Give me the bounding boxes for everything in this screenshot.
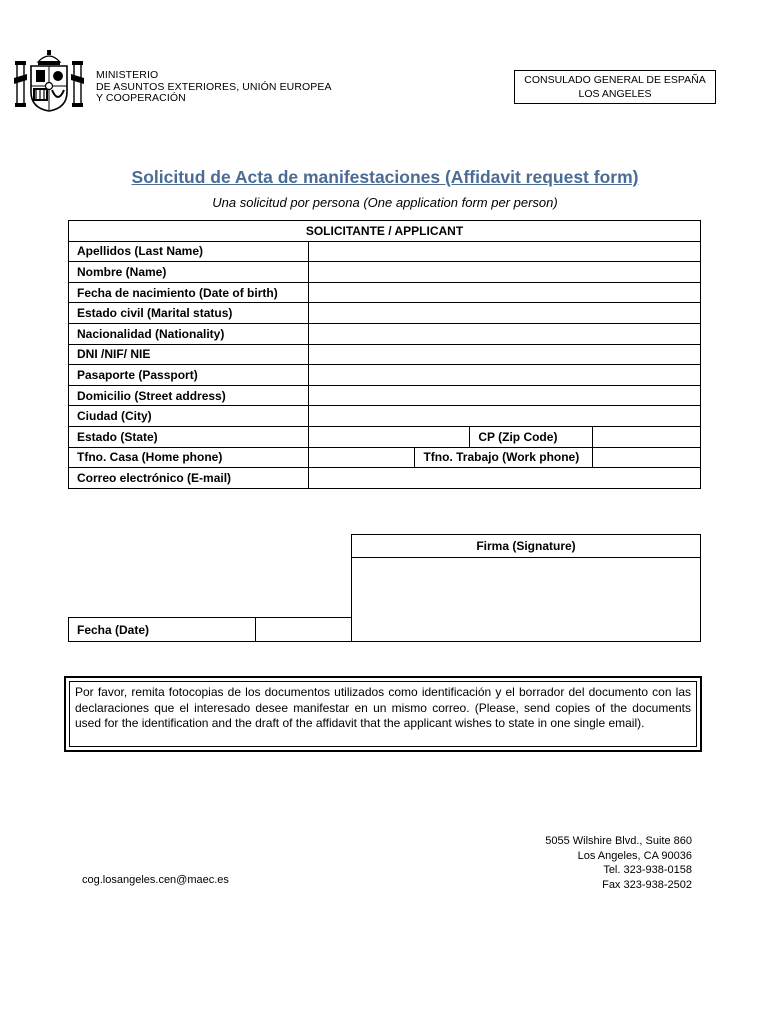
address-line: Fax 323-938-2502: [602, 878, 692, 891]
city-label: Ciudad (City): [69, 406, 309, 427]
date-field[interactable]: [255, 617, 352, 642]
consulate-line: LOS ANGELES: [578, 88, 652, 100]
signature-label: Firma (Signature): [352, 535, 700, 558]
last-name-label: Apellidos (Last Name): [69, 241, 309, 262]
address-line: Los Angeles, CA 90036: [577, 849, 692, 862]
work-phone-label: Tfno. Trabajo (Work phone): [415, 447, 593, 468]
work-phone-field[interactable]: [593, 447, 701, 468]
street-address-label: Domicilio (Street address): [69, 385, 309, 406]
applicant-table: [68, 220, 701, 489]
note-text: Por favor, remita fotocopias de los documentos utilizados como identificación y el borrador del documento con las declaraciones que el interesado desee manifestar en un mismo correo. (Please, send copies of the documents used for the identification and the draft of the affidavit that the applicant wishes to state in one single email).: [69, 681, 697, 747]
ministry-line: MINISTERIO: [96, 69, 159, 81]
passport-field[interactable]: [308, 365, 700, 386]
zip-field[interactable]: [593, 426, 701, 447]
address-line: 5055 Wilshire Blvd., Suite 860: [545, 835, 692, 847]
name-label: Nombre (Name): [69, 262, 309, 283]
ministry-line: Y COOPERACIÓN: [96, 92, 186, 104]
address-line: Tel. 323-938-0158: [603, 864, 692, 876]
dob-label: Fecha de nacimiento (Date of birth): [69, 282, 309, 303]
nationality-label: Nacionalidad (Nationality): [69, 323, 309, 344]
marital-field[interactable]: [308, 303, 700, 324]
home-phone-label: Tfno. Casa (Home phone): [69, 447, 309, 468]
form-subtitle: Una solicitud por persona (One application form per person): [212, 195, 558, 210]
state-field[interactable]: [308, 426, 470, 447]
footer-address: [470, 834, 692, 892]
consulate-line: CONSULADO GENERAL DE ESPAÑA: [524, 74, 706, 86]
city-field[interactable]: [308, 406, 700, 427]
nationality-field[interactable]: [308, 323, 700, 344]
home-phone-field[interactable]: [308, 447, 415, 468]
signature-box[interactable]: [351, 534, 701, 642]
date-row: [68, 617, 352, 642]
ministry-line: DE ASUNTOS EXTERIORES, UNIÓN EUROPEA: [96, 80, 332, 93]
consulate-box: [514, 70, 716, 104]
name-field[interactable]: [308, 262, 700, 283]
dni-label: DNI /NIF/ NIE: [69, 344, 309, 365]
last-name-field[interactable]: [308, 241, 700, 262]
street-address-field[interactable]: [308, 385, 700, 406]
ministry-name: [96, 70, 332, 105]
zip-label: CP (Zip Code): [470, 426, 593, 447]
section-header: SOLICITANTE / APPLICANT: [69, 221, 701, 242]
coat-of-arms-logo: [14, 48, 84, 114]
email-field[interactable]: [308, 468, 700, 489]
footer-email: cog.losangeles.cen@maec.es: [82, 874, 229, 886]
email-label: Correo electrónico (E-mail): [69, 468, 309, 489]
dob-field[interactable]: [308, 282, 700, 303]
passport-label: Pasaporte (Passport): [69, 365, 309, 386]
note-box: [64, 676, 702, 752]
dni-field[interactable]: [308, 344, 700, 365]
form-title: Solicitud de Acta de manifestaciones (Affidavit request form): [131, 167, 639, 187]
state-label: Estado (State): [69, 426, 309, 447]
date-label: Fecha (Date): [68, 617, 255, 642]
marital-label: Estado civil (Marital status): [69, 303, 309, 324]
